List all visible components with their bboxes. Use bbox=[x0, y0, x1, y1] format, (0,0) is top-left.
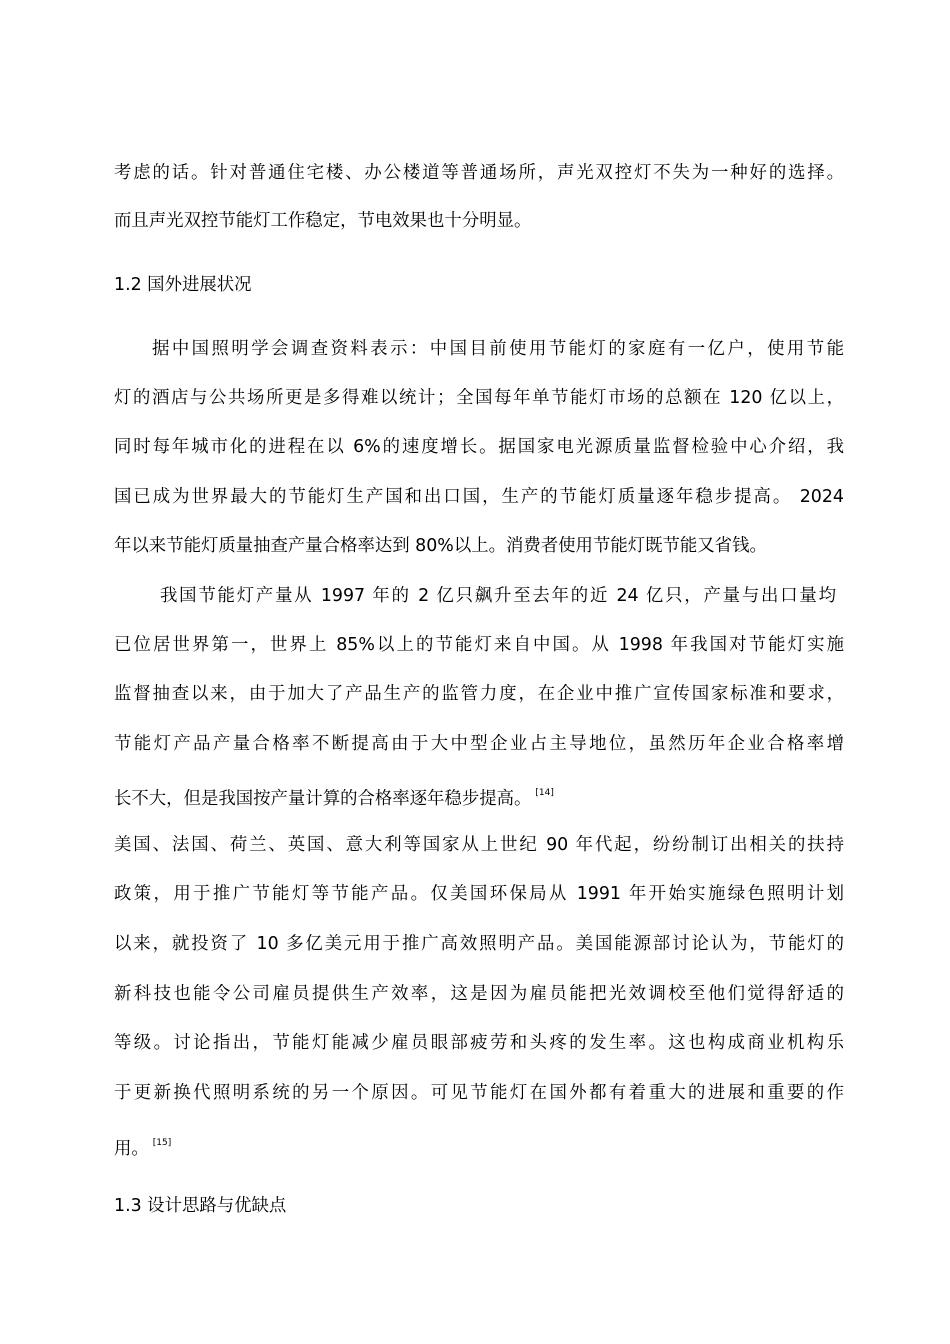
paragraph-line bbox=[114, 1131, 844, 1161]
paragraph-line: 我国节能灯产量从 1997 年的 2 亿只飙升至去年的近 24 亿只，产量与出口量均 bbox=[160, 586, 836, 606]
paragraph-line: 同时每年城市化的进程在以 6%的速度增长。据国家电光源质量监督检验中心介绍，我 bbox=[114, 437, 844, 457]
paragraph-line: 已位居世界第一，世界上 85%以上的节能灯来自中国。从 1998 年我国对节能灯实施 bbox=[114, 635, 844, 655]
citation-ref: [15] bbox=[152, 1138, 172, 1148]
paragraph-line: 而且声光双控节能灯工作稳定，节电效果也十分明显。 bbox=[114, 211, 532, 231]
section-heading: 1.3 设计思路与优缺点 bbox=[114, 1196, 287, 1216]
paragraph-text: 长不大，但是我国按产量计算的合格率逐年稳步提高。 bbox=[114, 789, 532, 809]
paragraph-line: 政策，用于推广节能灯等节能产品。仅美国环保局从 1991 年开始实施绿色照明计划 bbox=[114, 884, 844, 904]
paragraph-line: 以来，就投资了 10 多亿美元用于推广高效照明产品。美国能源部讨论认为，节能灯的 bbox=[114, 934, 844, 954]
paragraph-line: 于更新换代照明系统的另一个原因。可见节能灯在国外都有着重大的进展和重要的作 bbox=[114, 1083, 844, 1103]
paragraph-line: 国已成为世界最大的节能灯生产国和出口国，生产的节能灯质量逐年稳步提高。 2024 bbox=[114, 487, 844, 507]
paragraph-line: 灯的酒店与公共场所更是多得难以统计；全国每年单节能灯市场的总额在 120 亿以上， bbox=[114, 388, 844, 408]
paragraph-line: 美国、法国、荷兰、英国、意大利等国家从上世纪 90 年代起，纷纷制订出相关的扶持 bbox=[114, 835, 844, 855]
citation-ref: [14] bbox=[535, 788, 554, 798]
paragraph-text: 用。 bbox=[114, 1139, 149, 1159]
paragraph-line: 节能灯产品产量合格率不断提高由于大中型企业占主导地位，虽然历年企业合格率增 bbox=[114, 734, 844, 754]
paragraph-line: 等级。讨论指出，节能灯能减少雇员眼部疲劳和头疼的发生率。这也构成商业机构乐 bbox=[114, 1033, 844, 1053]
paragraph-line: 据中国照明学会调查资料表示：中国目前使用节能灯的家庭有一亿户，使用节能 bbox=[152, 339, 844, 359]
section-heading: 1.2 国外进展状况 bbox=[114, 275, 252, 295]
paragraph-line bbox=[114, 781, 844, 811]
paragraph-line: 新科技也能令公司雇员提供生产效率，这是因为雇员能把光效调校至他们觉得舒适的 bbox=[114, 984, 844, 1004]
paragraph-line: 考虑的话。针对普通住宅楼、办公楼道等普通场所，声光双控灯不失为一种好的选择。 bbox=[114, 163, 844, 183]
paragraph-line: 监督抽查以来，由于加大了产品生产的监管力度，在企业中推广宣传国家标准和要求， bbox=[114, 684, 844, 704]
paragraph-line: 年以来节能灯质量抽查产量合格率达到 80%以上。消费者使用节能灯既节能又省钱。 bbox=[114, 536, 767, 556]
